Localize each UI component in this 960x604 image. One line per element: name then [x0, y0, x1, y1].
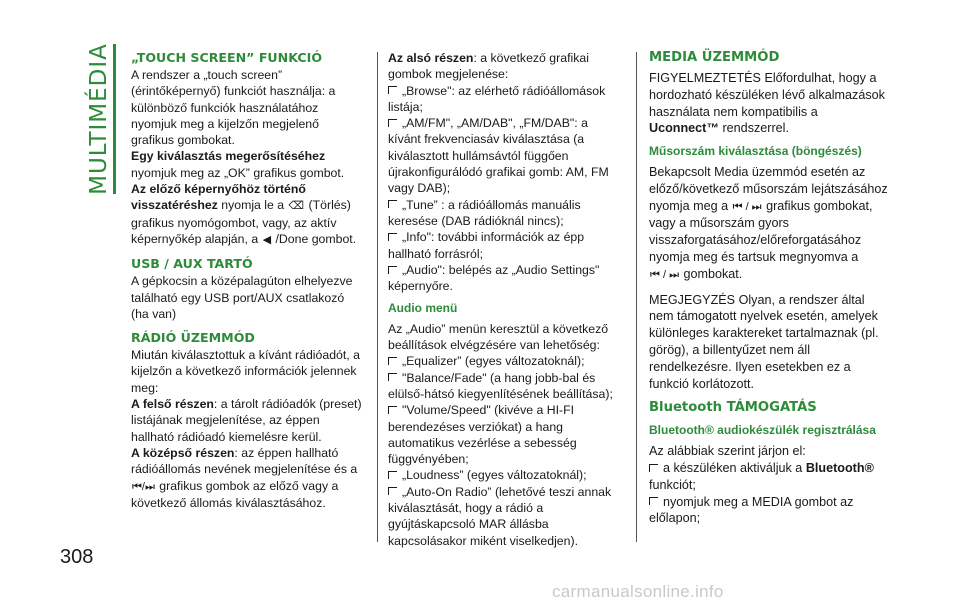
list-item: [388, 83, 624, 116]
column-3: [649, 50, 889, 527]
list-item: [649, 494, 889, 528]
bullet-icon: [388, 487, 397, 495]
watermark: carmanualsonline.info: [552, 582, 724, 601]
list-item: [649, 460, 889, 494]
lower-part-paragraph: [388, 50, 624, 83]
touch-p3-text-3: /Done gombot.: [272, 231, 357, 246]
media-warning-text-2: rendszerrel.: [718, 121, 789, 136]
list-item: [388, 370, 624, 403]
list-item: [388, 229, 624, 262]
bullet-icon: [649, 464, 658, 472]
radio-p2-bold: A felső részen: [131, 397, 214, 412]
browse-text-2: grafikus gombokat, vagy a műsorszám gyors visszaforgatásához/előreforgatásához nyomja meg és tartsuk megnyomva a: [649, 198, 873, 264]
heading-usb-aux: USB / AUX TARTÓ: [131, 256, 253, 272]
bullet-icon: [388, 233, 397, 241]
delete-icon: ⌫: [288, 200, 305, 213]
bullet-icon: [388, 406, 397, 414]
lower-part-bold: Az alsó részen: [388, 51, 474, 65]
lower-part-text: : a következő grafikai gombok megjelenése:: [388, 51, 589, 82]
radio-paragraph-3: [131, 445, 363, 511]
radio-paragraph-1: Miután kiválasztottuk a kívánt rádióadót, a kijelzőn a következő információk jelennek meg:: [131, 348, 360, 395]
media-warning-text-1: FIGYELMEZTETÉS Előfordulhat, hogy a hordozható készüléken lévő alkalmazások használata nem kompatibilis a: [649, 71, 885, 119]
touch-paragraph-3: [131, 181, 363, 248]
list-item-text: „AM/FM", „AM/DAB", „FM/DAB": a kívánt frekvenciasáv kiválasztása (a kiválasztott hullámsávtól függően újrakonfigurálódó grafikai gomb: AM, FM vagy DAB);: [388, 116, 609, 196]
list-item: [388, 197, 624, 230]
touch-paragraph-2: [131, 148, 363, 181]
heading-bluetooth-support: Bluetooth TÁMOGATÁS: [649, 400, 817, 416]
radio-paragraph-2: [131, 396, 363, 445]
list-item: [388, 353, 624, 369]
audio-paragraph: Az „Audio” menün keresztül a következő beállítások elvégzésére van lehetőség:: [388, 321, 609, 353]
column-1: [131, 50, 363, 511]
touch-p3-text-1: nyomja le a: [217, 198, 288, 213]
list-item-text: nyomjuk meg a MEDIA gombot az előlapon;: [649, 494, 854, 526]
touch-p3-bold: Az előző képernyőhöz történő visszatéréshez: [131, 182, 306, 213]
bullet-icon: [388, 471, 397, 479]
touch-paragraph-1: A rendszer a „touch screen” (érintőképernyő) funkciót használja: a különböző funkciók használatához nyomjuk meg a kijelzőn megjelenő grafikus gombokat.: [131, 68, 336, 148]
list-item: [388, 467, 624, 483]
heading-audio-menu: Audio menü: [388, 301, 458, 316]
bullet-icon: [649, 497, 658, 505]
heading-radio-mode: RÁDIÓ ÜZEMMÓD: [131, 330, 255, 346]
bullet-icon: [388, 357, 397, 365]
section-accent-bar: [113, 44, 116, 194]
radio-p2-text: : a tárolt rádióadók (preset) listájának megjelenítése, az éppen hallható rádióadó kiemelésre kerül.: [131, 397, 362, 444]
heading-track-selection: Műsorszám kiválasztása (böngészés): [649, 144, 862, 159]
column-2: [388, 50, 624, 549]
back-arrow-icon: ◀: [262, 233, 272, 246]
list-item-text-2: funkciót;: [649, 477, 696, 492]
column-divider-2: [636, 52, 637, 542]
list-item-text: „Audio": belépés az „Audio Settings" képernyőre.: [388, 262, 600, 294]
browse-text-3: gombokat.: [679, 266, 743, 281]
list-item: [388, 402, 624, 467]
browse-text-1: Bekapcsolt Media üzemmód esetén az előző/következő műsorszám lejátszásához nyomja meg a: [649, 164, 888, 213]
list-item-text: "Balance/Fade" (a hang jobb-bal és elülső-hátsó kiegyenlítésének beállítása);: [388, 370, 613, 401]
radio-p3-bold: A középső részen: [131, 445, 235, 460]
section-title-text: MULTIMÉDIA: [86, 43, 113, 195]
page-number: 308: [60, 546, 94, 568]
bluetooth-paragraph: Az alábbiak szerint járjon el:: [649, 444, 806, 459]
rewind-forward-icon: ⏮ / ⏭: [650, 268, 679, 281]
heading-touch-screen: „TOUCH SCREEN” FUNKCIÓ: [131, 50, 323, 65]
note-paragraph: MEGJEGYZÉS Olyan, a rendszer által nem támogatott nyelvek esetén, amelyek különleges karaktereket tartalmaznak (pl. görög), a billentyűzet nem áll rendelkezésre. Ilyen esetekben ez a funkció korlátozott.: [649, 292, 879, 391]
list-item-text: a készüléken aktiváljuk a: [663, 460, 806, 475]
usb-paragraph: A gépkocsin a középalagúton elhelyezve található egy USB port/AUX csatlakozó (ha van): [131, 274, 353, 321]
list-item: [388, 484, 624, 549]
radio-p3-text: : az éppen hallható rádióállomás nevének megjelenítése és a: [131, 445, 358, 477]
bullet-icon: [388, 200, 397, 208]
list-item-text: „Equalizer” (egyes változatoknál);: [402, 354, 585, 369]
list-item-text: "Volume/Speed" (kivéve a HI-FI berendezéses verziókat) a hang automatikus vezérlése a sebesség függvényében;: [388, 403, 577, 467]
prev-next-icon: ⏮ / ⏭: [732, 200, 762, 213]
touch-p3-text-2: (Törlés) grafikus nyomógombot, vagy, az aktív képernyőkép alapján, a: [131, 198, 351, 246]
bluetooth-brand: Bluetooth®: [805, 460, 874, 475]
list-item: [388, 115, 624, 196]
list-item-text: „Browse": az elérhető rádióállomások listája;: [388, 83, 606, 114]
list-item-text: „Auto-On Radio” (lehetővé teszi annak kiválasztását, hogy a rádió a gyújtáskapcsoló MAR állásba kapcsolásakor miként viselkedjen).: [388, 484, 612, 548]
list-item-text: „Tune” : a rádióállomás manuális keresése (DAB rádióknál nincs);: [388, 197, 581, 228]
prev-next-icon: ⏮/⏭: [132, 480, 155, 493]
bullet-icon: [388, 373, 397, 381]
browse-paragraph: [649, 164, 889, 284]
audio-settings-list: [388, 353, 624, 549]
touch-p2-text: nyomjuk meg az „OK” grafikus gombot.: [131, 165, 345, 180]
graphic-buttons-list: [388, 83, 624, 295]
media-warning-paragraph: [649, 70, 889, 137]
list-item: [388, 262, 624, 295]
bullet-icon: [388, 119, 397, 127]
bullet-icon: [388, 86, 397, 94]
uconnect-brand: Uconnect™: [649, 121, 719, 136]
bullet-icon: [388, 266, 397, 274]
heading-bluetooth-registration: Bluetooth® audiokészülék regisztrálása: [649, 423, 876, 438]
touch-p2-bold: Egy kiválasztás megerősítéséhez: [131, 149, 326, 164]
radio-p3-text-2: grafikus gombok az előző vagy a következő állomás kiválasztásához.: [131, 478, 339, 510]
column-divider-1: [377, 52, 378, 542]
list-item-text: „Info": további információk az épp hallható forrásról;: [388, 230, 585, 261]
list-item-text: „Loudness” (egyes változatoknál);: [402, 468, 587, 483]
heading-media-mode: MEDIA ÜZEMMÓD: [649, 50, 780, 65]
